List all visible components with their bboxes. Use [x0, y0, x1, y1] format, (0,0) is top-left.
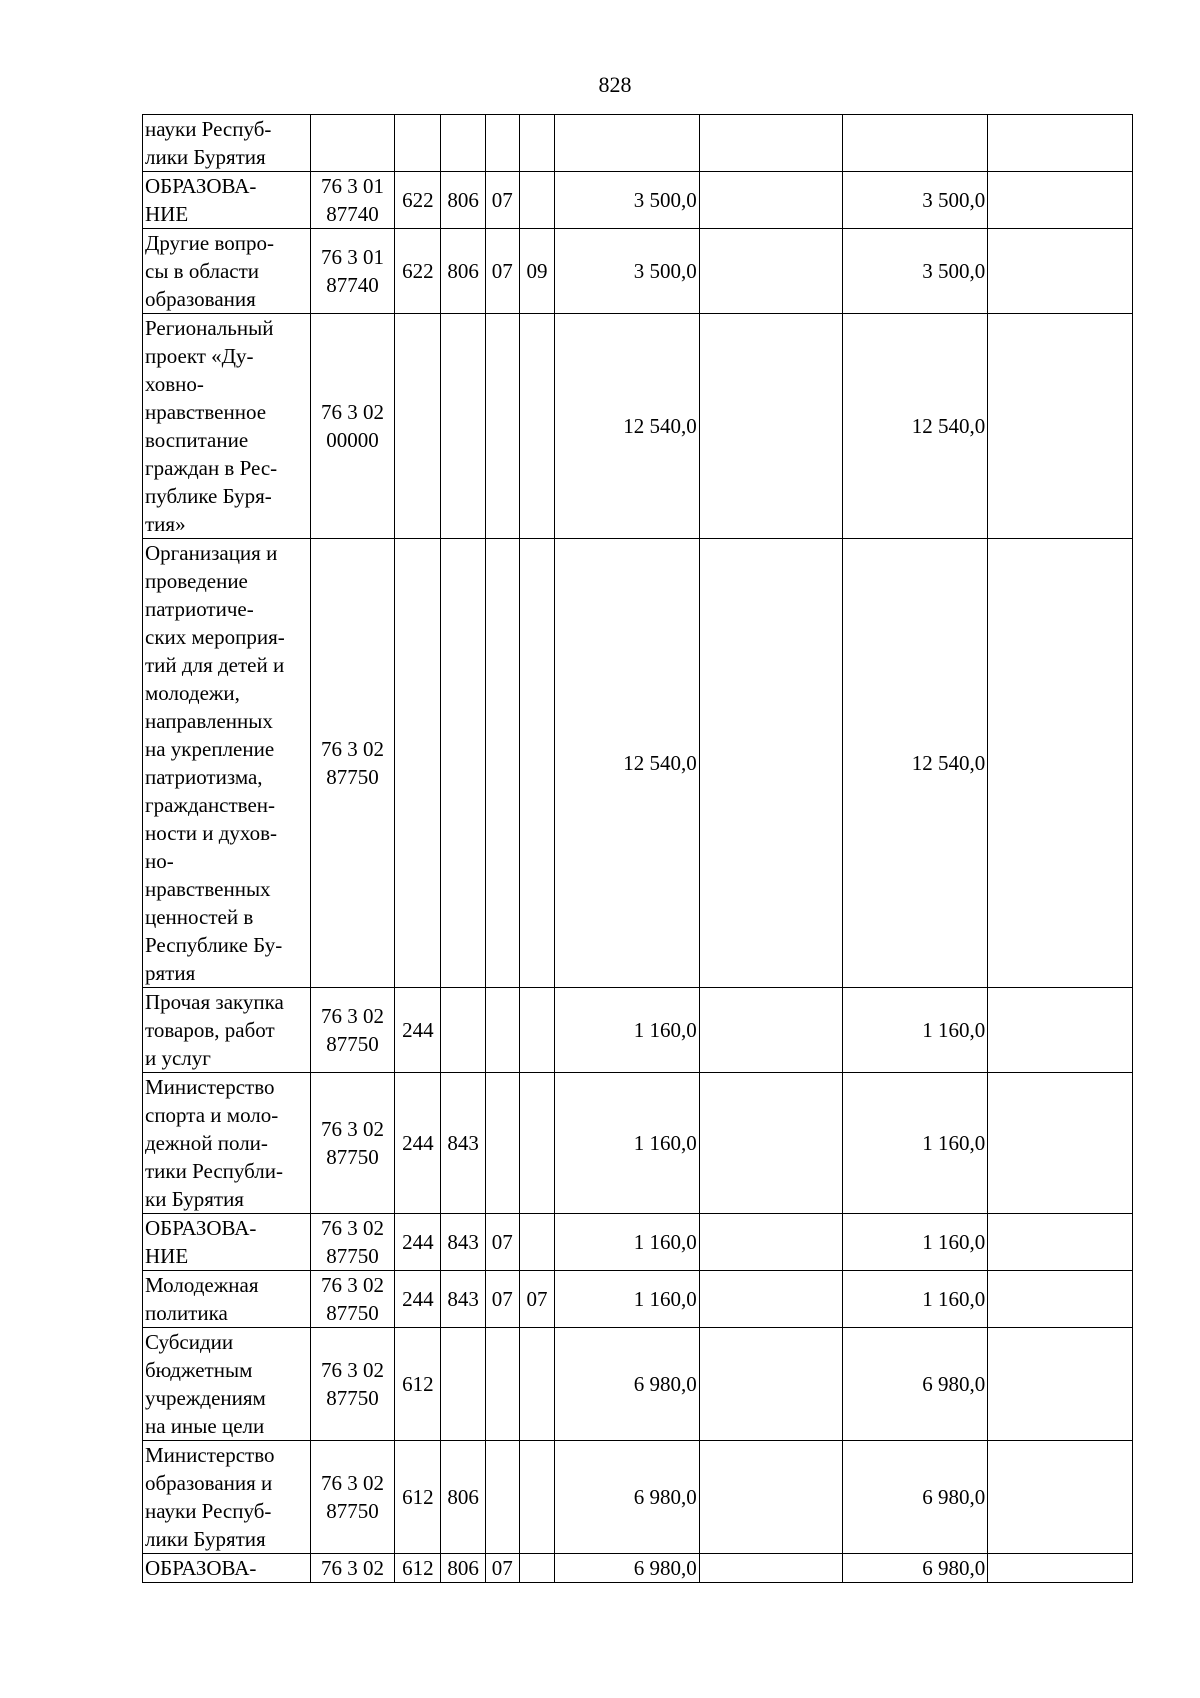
- row-name-cell: [143, 1271, 311, 1328]
- admin-code-cell: [441, 539, 485, 988]
- target-article-text: 76 3 02 87750: [321, 1273, 385, 1325]
- amount-1-text: 12 540,0: [623, 751, 697, 775]
- amount-1-text: 6 980,0: [633, 1485, 697, 1509]
- amount-3-text: 3 500,0: [922, 259, 986, 283]
- target-article-text: 76 3 01 87740: [321, 174, 385, 226]
- row-name-cell: [143, 115, 311, 172]
- amount-1-cell: [555, 1554, 700, 1583]
- row-name-cell: [143, 1214, 311, 1271]
- target-article-cell: [310, 172, 394, 229]
- amount-1-cell: [555, 988, 700, 1073]
- admin-code-text: 806: [447, 188, 479, 212]
- subsection-text: 09: [526, 259, 548, 283]
- target-article-cell: [310, 539, 394, 988]
- amount-3-text: 12 540,0: [911, 751, 986, 775]
- amount-1-cell: [555, 1073, 700, 1214]
- target-article-cell: [310, 1073, 394, 1214]
- amount-4-cell: [988, 988, 1133, 1073]
- expense-type-text: 612: [402, 1485, 434, 1509]
- target-article-text: 76 3 02: [321, 1556, 385, 1580]
- admin-code-text: 806: [447, 1556, 479, 1580]
- admin-code-cell: [441, 1073, 485, 1214]
- subsection-cell: [519, 172, 554, 229]
- amount-4-cell: [988, 1271, 1133, 1328]
- amount-1-cell: [555, 1271, 700, 1328]
- amount-2-cell: [699, 172, 843, 229]
- row-name-text: Молодежная политика: [145, 1273, 259, 1325]
- row-name-text: Прочая закупка товаров, работ и услуг: [145, 990, 284, 1070]
- section-cell: [485, 539, 519, 988]
- subsection-cell: [519, 1328, 554, 1441]
- expense-type-cell: [395, 1214, 441, 1271]
- expense-type-cell: [395, 172, 441, 229]
- expense-type-text: 244: [402, 1287, 434, 1311]
- subsection-cell: [519, 1271, 554, 1328]
- amount-1-cell: [555, 1441, 700, 1554]
- section-text: 07: [491, 259, 513, 283]
- table-row: [143, 115, 1133, 172]
- expense-type-text: 244: [402, 1018, 434, 1042]
- section-text: 07: [491, 1230, 513, 1254]
- table-row: [143, 1073, 1133, 1214]
- amount-1-cell: [555, 314, 700, 539]
- amount-1-text: 1 160,0: [633, 1018, 697, 1042]
- amount-2-cell: [699, 1214, 843, 1271]
- subsection-cell: [519, 988, 554, 1073]
- section-cell: [485, 1554, 519, 1583]
- expense-type-cell: [395, 229, 441, 314]
- amount-4-cell: [988, 1441, 1133, 1554]
- expense-type-text: 622: [402, 259, 434, 283]
- target-article-cell: [310, 1328, 394, 1441]
- amount-4-cell: [988, 314, 1133, 539]
- amount-2-cell: [699, 1073, 843, 1214]
- table-row: [143, 1441, 1133, 1554]
- section-cell: [485, 115, 519, 172]
- target-article-text: 76 3 01 87740: [321, 245, 385, 297]
- row-name-cell: [143, 1441, 311, 1554]
- amount-2-cell: [699, 1441, 843, 1554]
- amount-3-cell: [843, 229, 988, 314]
- amount-3-text: 6 980,0: [922, 1556, 986, 1580]
- target-article-text: 76 3 02 00000: [321, 400, 385, 452]
- amount-1-text: 12 540,0: [623, 414, 697, 438]
- expense-type-cell: [395, 115, 441, 172]
- section-cell: [485, 1214, 519, 1271]
- row-name-text: Организация и проведение патриотиче- ских мероприя- тий для детей и молодежи, направленных на укрепление патриотизма, гражданствен- ности и духов- но- нравственных ценностей в Республике Бу- рятия: [145, 541, 285, 985]
- admin-code-cell: [441, 988, 485, 1073]
- expense-type-cell: [395, 1554, 441, 1583]
- table-row: [143, 172, 1133, 229]
- amount-1-text: 1 160,0: [633, 1131, 697, 1155]
- amount-1-text: 1 160,0: [633, 1230, 697, 1254]
- amount-3-cell: [843, 539, 988, 988]
- amount-3-text: 1 160,0: [922, 1018, 986, 1042]
- row-name-cell: [143, 988, 311, 1073]
- section-cell: [485, 1328, 519, 1441]
- table-row: [143, 1271, 1133, 1328]
- expense-type-text: 244: [402, 1230, 434, 1254]
- amount-3-text: 12 540,0: [911, 414, 986, 438]
- admin-code-cell: [441, 1271, 485, 1328]
- amount-1-text: 3 500,0: [633, 259, 697, 283]
- admin-code-cell: [441, 1554, 485, 1583]
- amount-1-text: 3 500,0: [633, 188, 697, 212]
- target-article-cell: [310, 115, 394, 172]
- section-cell: [485, 1073, 519, 1214]
- subsection-cell: [519, 229, 554, 314]
- target-article-text: 76 3 02 87750: [321, 1471, 385, 1523]
- amount-3-text: 1 160,0: [922, 1287, 986, 1311]
- amount-3-cell: [843, 1554, 988, 1583]
- admin-code-cell: [441, 314, 485, 539]
- target-article-text: 76 3 02 87750: [321, 737, 385, 789]
- amount-3-cell: [843, 1441, 988, 1554]
- subsection-cell: [519, 539, 554, 988]
- expense-type-text: 612: [402, 1372, 434, 1396]
- target-article-cell: [310, 1214, 394, 1271]
- table-row: [143, 314, 1133, 539]
- amount-1-text: 6 980,0: [633, 1556, 697, 1580]
- table-row: [143, 1214, 1133, 1271]
- table-row: [143, 539, 1133, 988]
- row-name-text: Региональный проект «Ду- ховно- нравственное воспитание граждан в Рес- публике Буря- тия»: [145, 316, 278, 536]
- section-cell: [485, 988, 519, 1073]
- target-article-text: 76 3 02 87750: [321, 1216, 385, 1268]
- row-name-cell: [143, 1554, 311, 1583]
- amount-3-cell: [843, 988, 988, 1073]
- row-name-text: ОБРАЗОВА- НИЕ: [145, 174, 257, 226]
- target-article-cell: [310, 1271, 394, 1328]
- amount-2-cell: [699, 314, 843, 539]
- row-name-text: Субсидии бюджетным учреждениям на иные цели: [145, 1330, 266, 1438]
- expense-type-cell: [395, 539, 441, 988]
- expense-type-text: 622: [402, 188, 434, 212]
- amount-1-cell: [555, 115, 700, 172]
- amount-1-text: 1 160,0: [633, 1287, 697, 1311]
- section-cell: [485, 229, 519, 314]
- amount-1-cell: [555, 1214, 700, 1271]
- target-article-text: 76 3 02 87750: [321, 1358, 385, 1410]
- admin-code-cell: [441, 115, 485, 172]
- table-row: [143, 988, 1133, 1073]
- row-name-text: Министерство образования и науки Респуб- лики Бурятия: [145, 1443, 275, 1551]
- expense-type-cell: [395, 988, 441, 1073]
- row-name-cell: [143, 539, 311, 988]
- amount-3-cell: [843, 314, 988, 539]
- target-article-cell: [310, 988, 394, 1073]
- admin-code-text: 843: [447, 1287, 479, 1311]
- amount-1-cell: [555, 229, 700, 314]
- table-row: [143, 1328, 1133, 1441]
- amount-1-cell: [555, 172, 700, 229]
- amount-3-cell: [843, 1073, 988, 1214]
- amount-3-text: 6 980,0: [922, 1372, 986, 1396]
- page-number: 828: [598, 72, 632, 97]
- target-article-text: 76 3 02 87750: [321, 1117, 385, 1169]
- row-name-cell: [143, 172, 311, 229]
- amount-4-cell: [988, 539, 1133, 988]
- target-article-cell: [310, 314, 394, 539]
- amount-3-cell: [843, 115, 988, 172]
- admin-code-cell: [441, 1214, 485, 1271]
- amount-4-cell: [988, 1214, 1133, 1271]
- subsection-cell: [519, 1073, 554, 1214]
- amount-4-cell: [988, 115, 1133, 172]
- amount-4-cell: [988, 1073, 1133, 1214]
- amount-4-cell: [988, 1554, 1133, 1583]
- amount-3-text: 1 160,0: [922, 1230, 986, 1254]
- section-cell: [485, 172, 519, 229]
- amount-3-cell: [843, 1328, 988, 1441]
- admin-code-cell: [441, 1441, 485, 1554]
- row-name-cell: [143, 1328, 311, 1441]
- admin-code-cell: [441, 172, 485, 229]
- table-row: [143, 229, 1133, 314]
- expense-type-cell: [395, 1441, 441, 1554]
- admin-code-text: 843: [447, 1131, 479, 1155]
- section-text: 07: [491, 188, 513, 212]
- amount-1-text: 6 980,0: [633, 1372, 697, 1396]
- row-name-text: Другие вопро- сы в области образования: [145, 231, 274, 311]
- subsection-text: 07: [526, 1287, 548, 1311]
- table-body: [143, 115, 1133, 1583]
- admin-code-text: 843: [447, 1230, 479, 1254]
- row-name-cell: [143, 229, 311, 314]
- admin-code-cell: [441, 1328, 485, 1441]
- expense-type-cell: [395, 1328, 441, 1441]
- amount-2-cell: [699, 988, 843, 1073]
- row-name-text: науки Респуб- лики Бурятия: [145, 117, 272, 169]
- amount-3-cell: [843, 172, 988, 229]
- target-article-cell: [310, 1554, 394, 1583]
- amount-2-cell: [699, 1271, 843, 1328]
- row-name-text: ОБРАЗОВА-: [145, 1556, 257, 1580]
- row-name-cell: [143, 1073, 311, 1214]
- row-name-cell: [143, 314, 311, 539]
- section-cell: [485, 1441, 519, 1554]
- amount-4-cell: [988, 1328, 1133, 1441]
- amount-2-cell: [699, 115, 843, 172]
- subsection-cell: [519, 314, 554, 539]
- amount-4-cell: [988, 172, 1133, 229]
- subsection-cell: [519, 1554, 554, 1583]
- row-name-text: Министерство спорта и моло- дежной поли- тики Республи- ки Бурятия: [145, 1075, 284, 1211]
- subsection-cell: [519, 115, 554, 172]
- budget-table: [142, 114, 1133, 1583]
- section-cell: [485, 314, 519, 539]
- target-article-cell: [310, 1441, 394, 1554]
- admin-code-text: 806: [447, 1485, 479, 1509]
- expense-type-text: 244: [402, 1131, 434, 1155]
- section-text: 07: [491, 1556, 513, 1580]
- expense-type-cell: [395, 1271, 441, 1328]
- amount-3-text: 3 500,0: [922, 188, 986, 212]
- section-cell: [485, 1271, 519, 1328]
- amount-2-cell: [699, 1328, 843, 1441]
- amount-2-cell: [699, 1554, 843, 1583]
- expense-type-text: 612: [402, 1556, 434, 1580]
- admin-code-cell: [441, 229, 485, 314]
- amount-2-cell: [699, 229, 843, 314]
- target-article-text: 76 3 02 87750: [321, 1004, 385, 1056]
- amount-1-cell: [555, 1328, 700, 1441]
- amount-3-cell: [843, 1271, 988, 1328]
- admin-code-text: 806: [447, 259, 479, 283]
- row-name-text: ОБРАЗОВА- НИЕ: [145, 1216, 257, 1268]
- expense-type-cell: [395, 1073, 441, 1214]
- subsection-cell: [519, 1214, 554, 1271]
- amount-3-cell: [843, 1214, 988, 1271]
- amount-3-text: 6 980,0: [922, 1485, 986, 1509]
- table-row: [143, 1554, 1133, 1583]
- amount-2-cell: [699, 539, 843, 988]
- amount-1-cell: [555, 539, 700, 988]
- subsection-cell: [519, 1441, 554, 1554]
- target-article-cell: [310, 229, 394, 314]
- amount-4-cell: [988, 229, 1133, 314]
- amount-3-text: 1 160,0: [922, 1131, 986, 1155]
- section-text: 07: [491, 1287, 513, 1311]
- expense-type-cell: [395, 314, 441, 539]
